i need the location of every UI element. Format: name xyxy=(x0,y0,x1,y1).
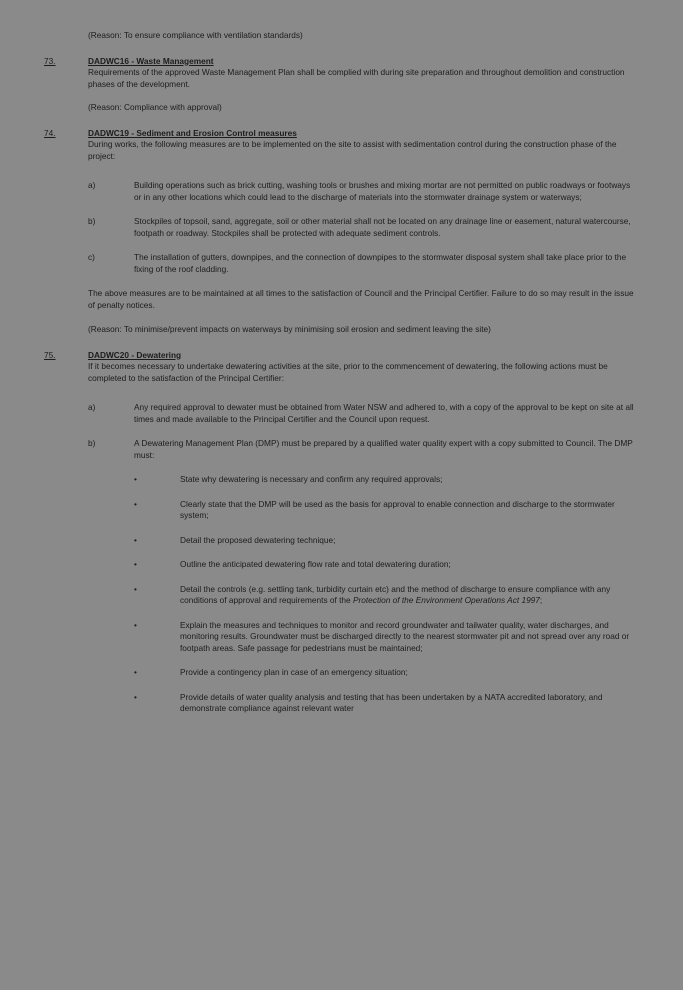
sub-clause-label: c) xyxy=(88,252,95,262)
sub-clause-text: Any required approval to dewater must be obtained from Water NSW and adhered to, with a copy of the approval to be kept on site at all times and made available to the Principal Certifier and the Council upon request. xyxy=(134,402,634,424)
clause-body: If it becomes necessary to undertake dewatering activities at the site, prior to the commencement of dewatering, the following actions must be completed to the satisfaction of the Principal Certifier: xyxy=(88,361,608,383)
sub-clause-text: A Dewatering Management Plan (DMP) must be prepared by a qualified water quality expert with a copy submitted to Council. The DMP must: xyxy=(134,438,633,460)
reason-text-74: (Reason: To minimise/prevent impacts on waterways by minimising soil erosion and sediment leaving the site) xyxy=(88,324,491,334)
list-item-text: Provide a contingency plan in case of an emergency situation; xyxy=(180,667,408,677)
sub-clause-75-a xyxy=(88,402,639,425)
document-body xyxy=(44,30,639,715)
clause-number: 73. xyxy=(44,55,56,66)
clause-heading: DADWC16 - Waste Management xyxy=(88,55,214,66)
list-item xyxy=(88,499,639,522)
clause-number: 75. xyxy=(44,349,56,360)
list-item-text: Provide details of water quality analysis and testing that has been undertaken by a NATA accredited laboratory, and demonstrate compliance against relevant water xyxy=(180,691,603,713)
sub-clause-label: a) xyxy=(88,180,96,190)
clause-number: 74. xyxy=(44,127,56,138)
clause-body: Requirements of the approved Waste Management Plan shall be complied with during site preparation and throughout demolition and construction phases of the development. xyxy=(88,67,625,89)
list-item xyxy=(88,667,639,679)
list-item xyxy=(88,620,639,655)
sub-clause-75-b xyxy=(88,438,639,461)
sub-clause-label: b) xyxy=(88,438,96,448)
clause-heading: DADWC20 - Dewatering xyxy=(88,349,182,360)
bullet-icon: • xyxy=(134,534,137,545)
sub-clause-text: Building operations such as brick cutting, washing tools or brushes and mixing mortar are not permitted on public roadways or footways or in any other locations which could lead to the discharge of materials into the stormwater drainage system or waterways; xyxy=(134,180,631,202)
list-item-text-after: ; xyxy=(539,595,543,605)
bullet-icon: • xyxy=(134,667,137,677)
sub-clause-label: b) xyxy=(88,216,96,226)
list-item-text: Outline the anticipated dewatering flow rate and total dewatering duration; xyxy=(180,559,451,569)
clause-74 xyxy=(44,128,639,163)
sub-clause-74-c xyxy=(88,252,639,275)
clause-75 xyxy=(44,350,639,385)
sub-clause-label: a) xyxy=(88,402,96,412)
list-item xyxy=(88,559,639,571)
bullet-icon: • xyxy=(134,583,137,594)
clause-73 xyxy=(44,56,639,91)
spacer xyxy=(44,390,639,402)
list-item xyxy=(88,584,639,607)
list-item xyxy=(88,692,639,715)
bullet-icon: • xyxy=(134,691,137,702)
bullet-icon: • xyxy=(134,559,137,569)
list-item xyxy=(88,535,639,547)
list-item-text-before: Detail the controls (e.g. settling tank, turbidity curtain etc) and the method of discharge to ensure compliance with any conditions of approval and requirements of the xyxy=(180,583,611,605)
list-item-text: State why dewatering is necessary and confirm any required approvals; xyxy=(180,474,443,484)
list-item-text: Explain the measures and techniques to monitor and record groundwater and tailwater quality, water discharges, and monitoring results. Groundwater must be discharged directly to the nearest stormwater pit and not spread over any road or footpath areas. Safe passage for pedestrians must be maintained; xyxy=(180,619,630,653)
bullet-icon: • xyxy=(134,498,137,509)
sub-clause-text: Stockpiles of topsoil, sand, aggregate, soil or other material shall not be located on any drainage line or easement, natural watercourse, footpath or roadway. Stockpiles shall be protected with adequate sediment controls. xyxy=(134,216,631,238)
list-item-text: Clearly state that the DMP will be used as the basis for approval to enable connection and discharge to the stormwater system; xyxy=(180,498,615,520)
list-item-text-italic: Protection of the Environment Operations Act 1997 xyxy=(352,595,540,605)
clause-body: During works, the following measures are to be implemented on the site to assist with sedimentation control during the construction phase of the project: xyxy=(88,139,617,161)
clause-heading: DADWC19 - Sediment and Erosion Control measures xyxy=(88,127,297,138)
spacer xyxy=(44,168,639,180)
sub-clause-74-b xyxy=(88,216,639,239)
sub-clause-text: The installation of gutters, downpipes, and the connection of downpipes to the stormwater disposal system shall take place prior to the fixing of the roof cladding. xyxy=(134,252,627,274)
clause-74-closing: The above measures are to be maintained at all times to the satisfaction of Council and the Principal Certifier. Failure to do so may result in the issue of penalty notices. xyxy=(88,288,634,310)
sub-clause-74-a xyxy=(88,180,639,203)
dmp-requirements-list xyxy=(88,474,639,715)
reason-text-73: (Reason: Compliance with approval) xyxy=(88,102,222,112)
bullet-icon: • xyxy=(134,474,137,484)
bullet-icon: • xyxy=(134,619,137,630)
list-item xyxy=(88,474,639,486)
reason-text: (Reason: To ensure compliance with ventilation standards) xyxy=(88,30,303,40)
list-item-text: Detail the proposed dewatering technique; xyxy=(180,534,336,545)
